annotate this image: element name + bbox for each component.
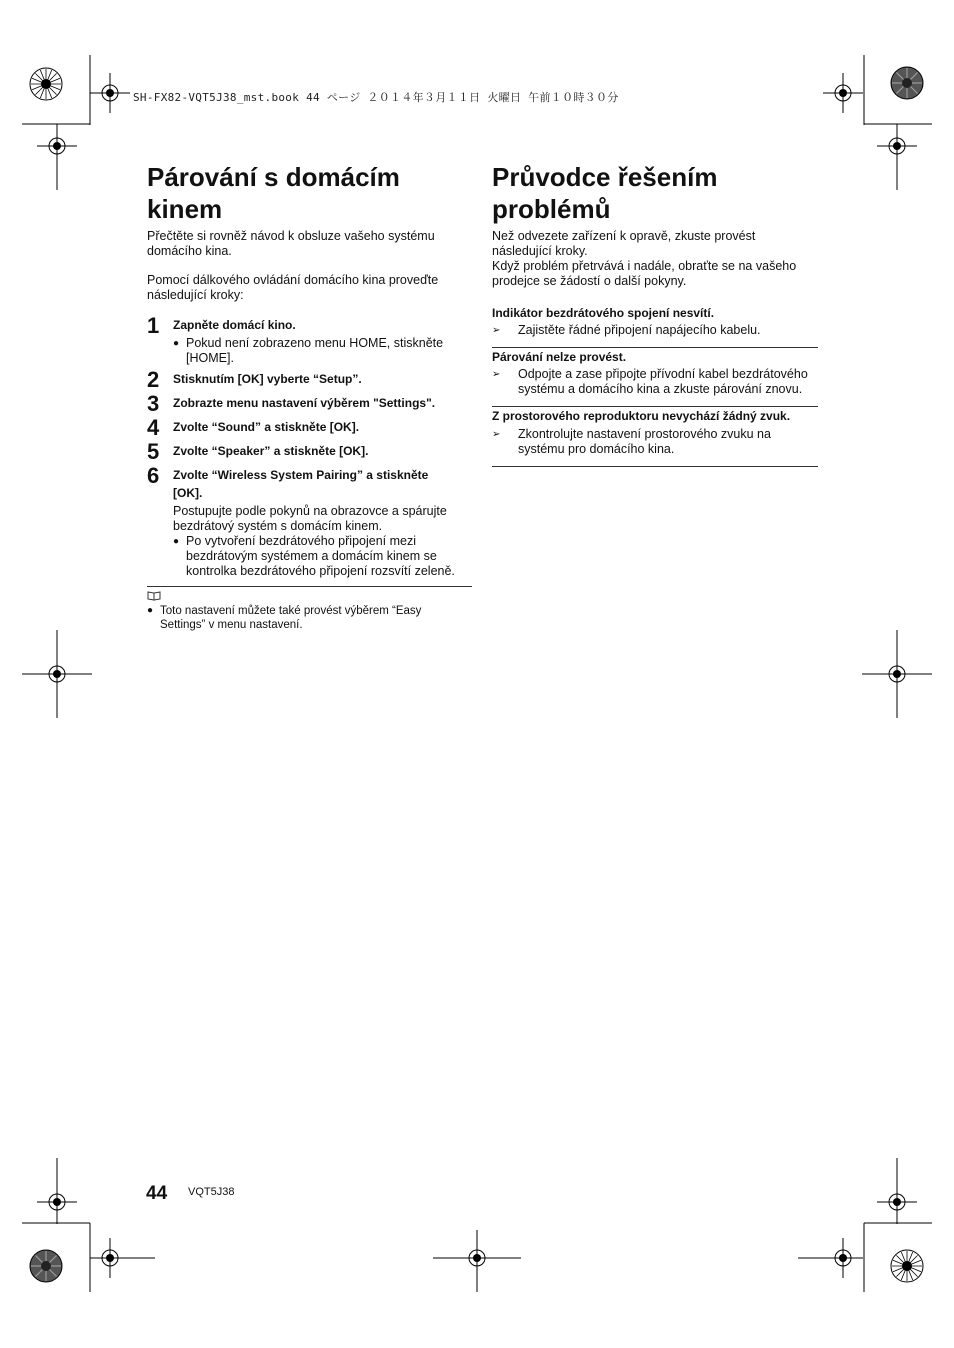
pairing-title-line2: kinem (147, 194, 223, 224)
step-text: Zobrazte menu nastavení výběrem "Settings". (173, 396, 436, 410)
bullet-icon: ● (147, 605, 154, 616)
step-text: Zapněte domácí kino. (173, 318, 296, 332)
bullet-icon: ● (173, 536, 180, 547)
arrow-bullet-icon: ➢ (492, 429, 501, 440)
step-number: 2 (147, 367, 160, 392)
note-divider (147, 586, 472, 587)
issue-divider (492, 466, 818, 467)
step-number: 3 (147, 391, 160, 416)
troubleshooting-intro: Než odvezete zařízení k opravě, zkuste provést následující kroky. Když problém přetrvává i nadále, obraťte se na vašeho prodejce se žádostí o další pokyny. (492, 229, 797, 288)
step-text-continued: [OK]. (173, 486, 203, 500)
book-icon (147, 591, 162, 601)
step-number: 4 (147, 415, 160, 440)
issue-title-1: Indikátor bezdrátového spojení nesvítí. (492, 306, 715, 320)
issue-divider (492, 406, 818, 407)
arrow-bullet-icon: ➢ (492, 325, 501, 336)
step-text: Zvolte “Speaker” a stiskněte [OK]. (173, 444, 369, 458)
pairing-title-line1: Párování s domácím (147, 162, 400, 192)
pairing-title (147, 161, 400, 225)
issue-title-3: Z prostorového reproduktoru nevychází žádný zvuk. (492, 409, 791, 423)
document-code: VQT5J38 (188, 1186, 235, 1198)
pairing-intro-2: Pomocí dálkového ovládání domácího kina proveďte následující kroky: (147, 273, 439, 302)
troubleshooting-title-line2: problémů (492, 194, 611, 224)
step-number: 1 (147, 313, 160, 338)
step-number: 5 (147, 439, 160, 464)
arrow-bullet-icon: ➢ (492, 369, 501, 380)
bullet-icon: ● (173, 338, 180, 349)
issue-divider (492, 347, 818, 348)
step-6-body: Postupujte podle pokynů na obrazovce a spárujte bezdrátový systém s domácím kinem. (173, 504, 447, 533)
step-text: Stisknutím [OK] vyberte “Setup”. (173, 372, 362, 386)
step-text: Zvolte “Sound” a stiskněte [OK]. (173, 420, 360, 434)
troubleshooting-title (492, 161, 717, 225)
page-number: 44 (146, 1183, 168, 1204)
troubleshooting-title-line1: Průvodce řešením (492, 162, 718, 192)
print-header: SH-FX82-VQT5J38_mst.book 44 ページ ２０１４年３月１１日 火曜日 午前１０時３０分 (133, 91, 619, 104)
step-number: 6 (147, 463, 160, 488)
issue-title-2: Párování nelze provést. (492, 350, 627, 364)
step-text: Zvolte “Wireless System Pairing” a stiskněte (173, 468, 429, 482)
pairing-intro-1: Přečtěte si rovněž návod k obsluze vašeho systému domácího kina. (147, 229, 435, 258)
